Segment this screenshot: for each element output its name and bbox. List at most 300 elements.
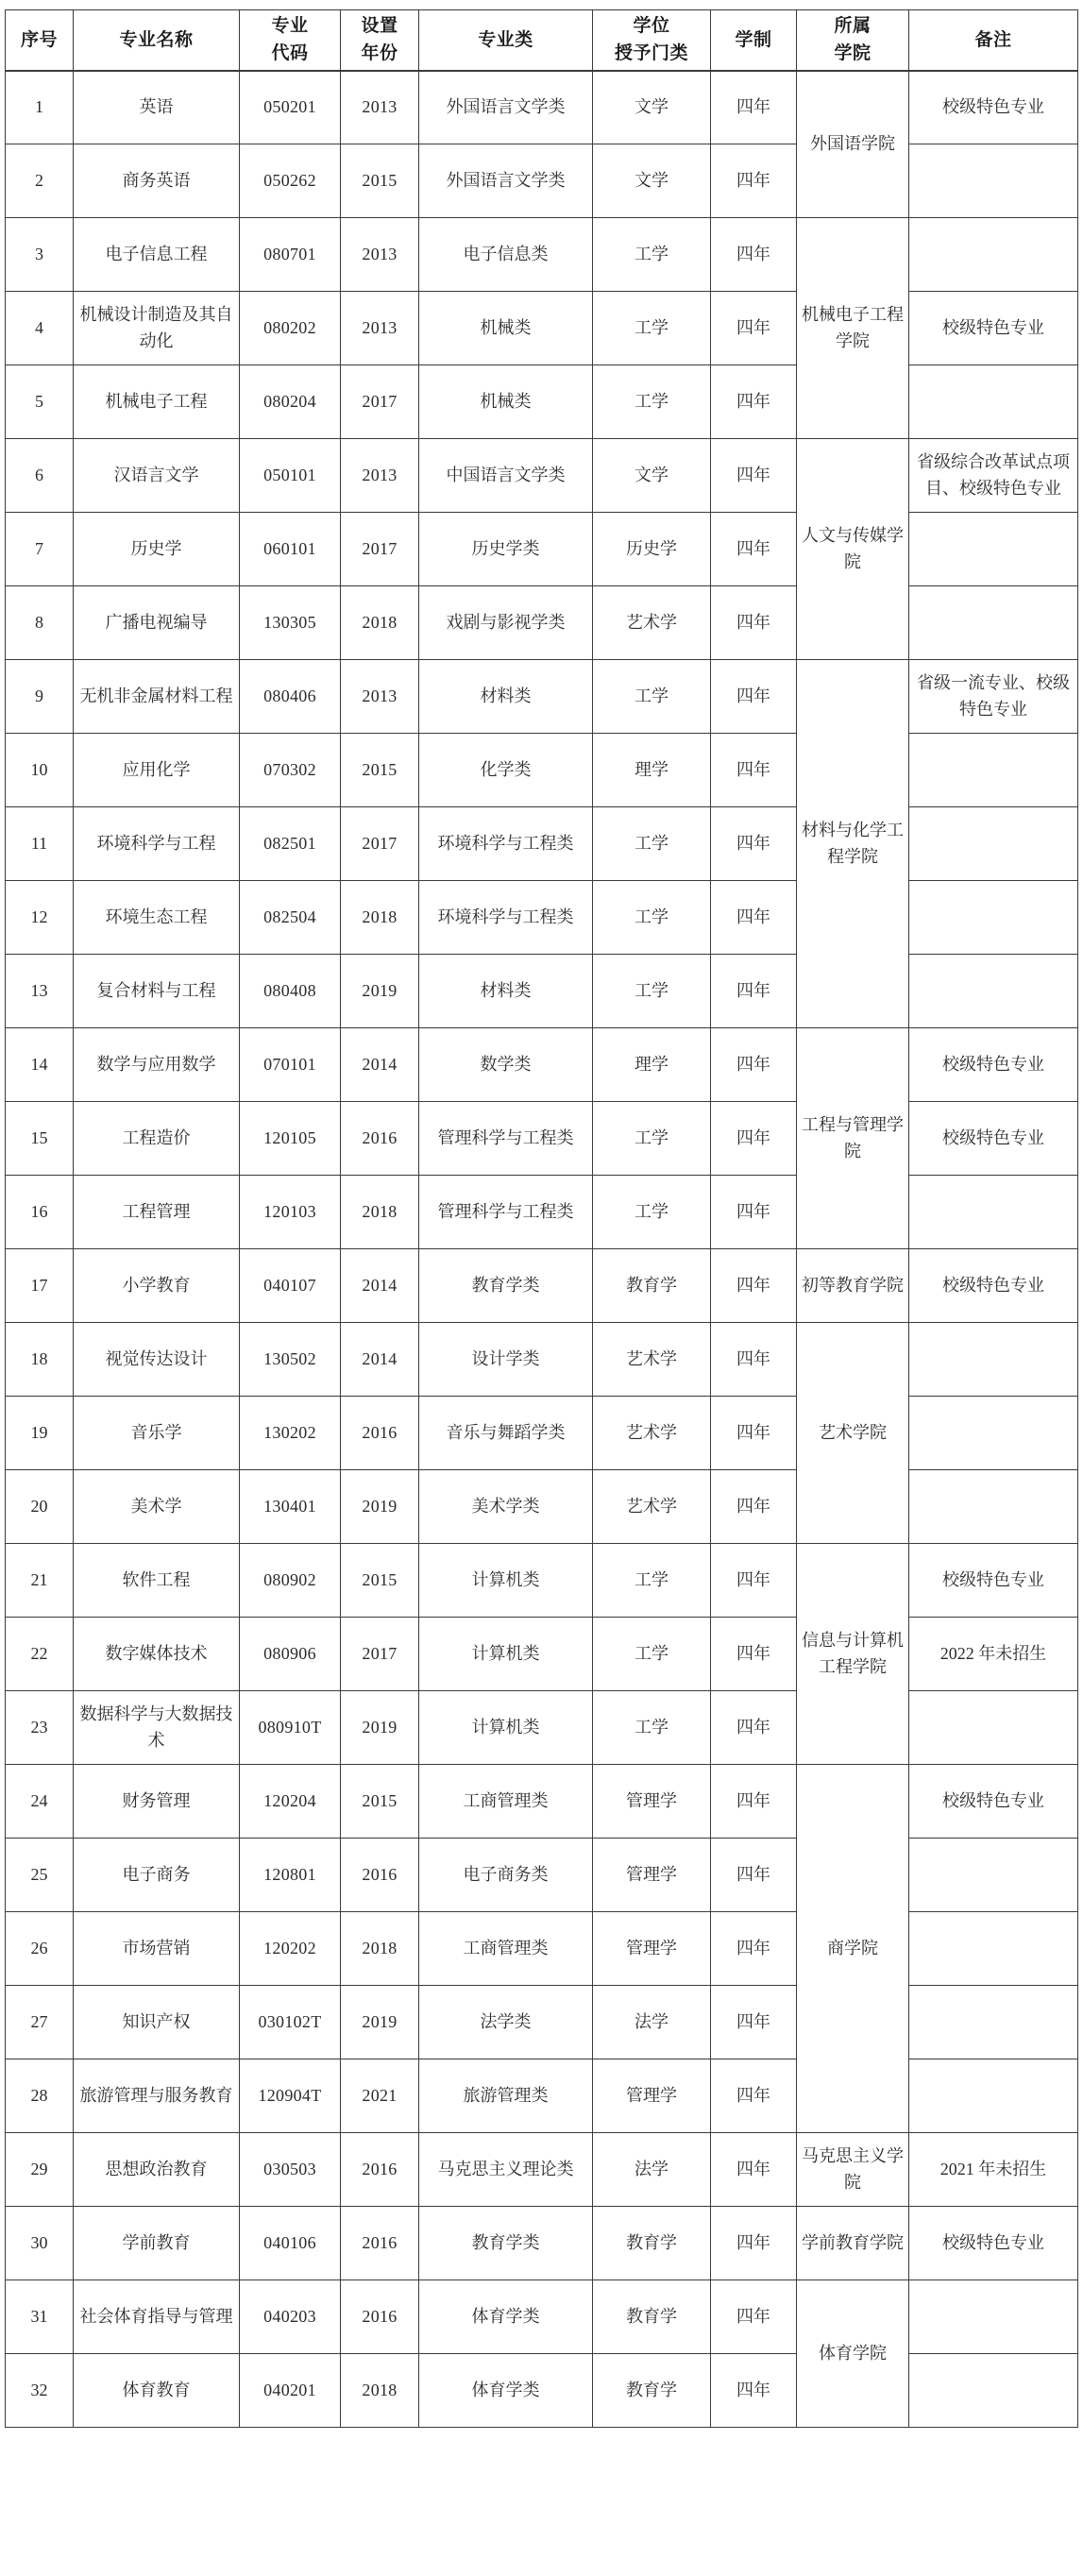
cell-major-category: 机械类 bbox=[419, 365, 593, 439]
cell-note bbox=[909, 1470, 1078, 1544]
table-row bbox=[6, 881, 1078, 955]
cell-major-code: 080910T bbox=[240, 1691, 341, 1765]
cell-seq: 13 bbox=[6, 955, 74, 1028]
cell-setup-year: 2019 bbox=[341, 1691, 419, 1765]
cell-seq: 8 bbox=[6, 586, 74, 660]
cell-degree-discipline: 理学 bbox=[593, 734, 711, 807]
cell-note bbox=[909, 1986, 1078, 2059]
cell-major-category: 环境科学与工程类 bbox=[419, 807, 593, 881]
cell-college: 机械电子工程学院 bbox=[797, 218, 909, 439]
column-header-line: 年份 bbox=[361, 43, 398, 64]
column-header-line: 专业 bbox=[271, 16, 309, 36]
cell-major-name: 思想政治教育 bbox=[74, 2133, 240, 2207]
cell-college: 学前教育学院 bbox=[797, 2207, 909, 2280]
cell-major-name: 无机非金属材料工程 bbox=[74, 660, 240, 734]
cell-major-code: 120202 bbox=[240, 1912, 341, 1986]
majors-table bbox=[5, 9, 1078, 2428]
cell-seq: 10 bbox=[6, 734, 74, 807]
cell-note: 省级一流专业、校级特色专业 bbox=[909, 660, 1078, 734]
table-row bbox=[6, 2354, 1078, 2428]
cell-major-code: 070101 bbox=[240, 1028, 341, 1102]
column-header-line: 所属 bbox=[834, 16, 871, 36]
table-row bbox=[6, 1986, 1078, 2059]
cell-study-length: 四年 bbox=[711, 1176, 797, 1249]
table-row bbox=[6, 660, 1078, 734]
cell-major-category: 材料类 bbox=[419, 660, 593, 734]
table-row bbox=[6, 2133, 1078, 2207]
cell-note: 校级特色专业 bbox=[909, 1028, 1078, 1102]
table-row bbox=[6, 2207, 1078, 2280]
cell-major-code: 070302 bbox=[240, 734, 341, 807]
cell-major-name: 小学教育 bbox=[74, 1249, 240, 1323]
cell-note bbox=[909, 734, 1078, 807]
cell-study-length: 四年 bbox=[711, 881, 797, 955]
table-row bbox=[6, 734, 1078, 807]
cell-major-category: 中国语言文学类 bbox=[419, 439, 593, 513]
cell-seq: 26 bbox=[6, 1912, 74, 1986]
column-header-code bbox=[240, 10, 341, 71]
table-body bbox=[6, 71, 1078, 2428]
cell-seq: 9 bbox=[6, 660, 74, 734]
cell-major-code: 040106 bbox=[240, 2207, 341, 2280]
cell-college: 人文与传媒学院 bbox=[797, 439, 909, 660]
cell-degree-discipline: 教育学 bbox=[593, 2280, 711, 2354]
cell-degree-discipline: 法学 bbox=[593, 1986, 711, 2059]
cell-degree-discipline: 艺术学 bbox=[593, 1397, 711, 1470]
cell-study-length: 四年 bbox=[711, 439, 797, 513]
cell-major-name: 数据科学与大数据技术 bbox=[74, 1691, 240, 1765]
table-row bbox=[6, 1028, 1078, 1102]
cell-setup-year: 2013 bbox=[341, 439, 419, 513]
cell-setup-year: 2016 bbox=[341, 1839, 419, 1912]
cell-college: 艺术学院 bbox=[797, 1323, 909, 1544]
column-header-line: 学制 bbox=[735, 29, 772, 50]
cell-study-length: 四年 bbox=[711, 1323, 797, 1397]
cell-study-length: 四年 bbox=[711, 1470, 797, 1544]
cell-setup-year: 2015 bbox=[341, 734, 419, 807]
cell-degree-discipline: 管理学 bbox=[593, 1912, 711, 1986]
cell-major-code: 080204 bbox=[240, 365, 341, 439]
column-header-line: 学院 bbox=[834, 43, 871, 64]
cell-seq: 18 bbox=[6, 1323, 74, 1397]
cell-degree-discipline: 文学 bbox=[593, 439, 711, 513]
table-row bbox=[6, 1912, 1078, 1986]
cell-degree-discipline: 文学 bbox=[593, 71, 711, 144]
table-row bbox=[6, 71, 1078, 144]
cell-degree-discipline: 教育学 bbox=[593, 1249, 711, 1323]
cell-note bbox=[909, 955, 1078, 1028]
cell-seq: 23 bbox=[6, 1691, 74, 1765]
cell-setup-year: 2015 bbox=[341, 1544, 419, 1618]
cell-study-length: 四年 bbox=[711, 218, 797, 292]
cell-degree-discipline: 工学 bbox=[593, 365, 711, 439]
table-row bbox=[6, 144, 1078, 218]
cell-study-length: 四年 bbox=[711, 1691, 797, 1765]
cell-note bbox=[909, 1397, 1078, 1470]
header-row bbox=[6, 10, 1078, 71]
cell-note bbox=[909, 218, 1078, 292]
cell-degree-discipline: 工学 bbox=[593, 1691, 711, 1765]
cell-college: 材料与化学工程学院 bbox=[797, 660, 909, 1028]
table-row bbox=[6, 1102, 1078, 1176]
cell-setup-year: 2018 bbox=[341, 586, 419, 660]
cell-setup-year: 2016 bbox=[341, 1102, 419, 1176]
cell-major-name: 财务管理 bbox=[74, 1765, 240, 1839]
table-row bbox=[6, 292, 1078, 365]
cell-setup-year: 2016 bbox=[341, 2280, 419, 2354]
column-header-line: 备注 bbox=[974, 29, 1012, 50]
column-header-line: 专业类 bbox=[478, 29, 533, 50]
cell-seq: 29 bbox=[6, 2133, 74, 2207]
column-header-seq bbox=[6, 10, 74, 71]
cell-major-code: 050201 bbox=[240, 71, 341, 144]
cell-seq: 16 bbox=[6, 1176, 74, 1249]
cell-note: 校级特色专业 bbox=[909, 1249, 1078, 1323]
cell-study-length: 四年 bbox=[711, 71, 797, 144]
cell-major-code: 060101 bbox=[240, 513, 341, 586]
cell-study-length: 四年 bbox=[711, 660, 797, 734]
cell-degree-discipline: 艺术学 bbox=[593, 586, 711, 660]
cell-degree-discipline: 工学 bbox=[593, 1544, 711, 1618]
column-header-college bbox=[797, 10, 909, 71]
cell-major-code: 130305 bbox=[240, 586, 341, 660]
cell-major-name: 工程管理 bbox=[74, 1176, 240, 1249]
cell-major-code: 040107 bbox=[240, 1249, 341, 1323]
table-row bbox=[6, 1544, 1078, 1618]
cell-seq: 27 bbox=[6, 1986, 74, 2059]
cell-degree-discipline: 教育学 bbox=[593, 2207, 711, 2280]
cell-seq: 28 bbox=[6, 2059, 74, 2133]
cell-college: 商学院 bbox=[797, 1765, 909, 2133]
cell-setup-year: 2016 bbox=[341, 1397, 419, 1470]
cell-study-length: 四年 bbox=[711, 144, 797, 218]
cell-note: 2021 年未招生 bbox=[909, 2133, 1078, 2207]
cell-study-length: 四年 bbox=[711, 955, 797, 1028]
cell-study-length: 四年 bbox=[711, 292, 797, 365]
cell-study-length: 四年 bbox=[711, 1397, 797, 1470]
cell-note: 校级特色专业 bbox=[909, 1544, 1078, 1618]
cell-setup-year: 2013 bbox=[341, 292, 419, 365]
cell-note bbox=[909, 1912, 1078, 1986]
column-header-line: 专业名称 bbox=[119, 29, 194, 50]
cell-major-name: 电子信息工程 bbox=[74, 218, 240, 292]
cell-major-code: 082504 bbox=[240, 881, 341, 955]
cell-major-category: 外国语言文学类 bbox=[419, 71, 593, 144]
cell-seq: 19 bbox=[6, 1397, 74, 1470]
cell-seq: 12 bbox=[6, 881, 74, 955]
cell-study-length: 四年 bbox=[711, 1839, 797, 1912]
table-row bbox=[6, 1176, 1078, 1249]
cell-study-length: 四年 bbox=[711, 2354, 797, 2428]
cell-setup-year: 2014 bbox=[341, 1028, 419, 1102]
cell-major-name: 机械设计制造及其自动化 bbox=[74, 292, 240, 365]
cell-note: 校级特色专业 bbox=[909, 2207, 1078, 2280]
cell-seq: 6 bbox=[6, 439, 74, 513]
column-header-degree bbox=[593, 10, 711, 71]
cell-major-code: 080906 bbox=[240, 1618, 341, 1691]
table-row bbox=[6, 586, 1078, 660]
cell-major-category: 环境科学与工程类 bbox=[419, 881, 593, 955]
cell-major-code: 030503 bbox=[240, 2133, 341, 2207]
cell-major-code: 120204 bbox=[240, 1765, 341, 1839]
cell-study-length: 四年 bbox=[711, 1912, 797, 1986]
cell-seq: 4 bbox=[6, 292, 74, 365]
column-header-line: 序号 bbox=[20, 29, 58, 50]
cell-major-name: 电子商务 bbox=[74, 1839, 240, 1912]
cell-major-code: 130502 bbox=[240, 1323, 341, 1397]
cell-degree-discipline: 工学 bbox=[593, 807, 711, 881]
cell-setup-year: 2015 bbox=[341, 1765, 419, 1839]
cell-note bbox=[909, 1691, 1078, 1765]
column-header-category bbox=[419, 10, 593, 71]
cell-major-category: 外国语言文学类 bbox=[419, 144, 593, 218]
cell-degree-discipline: 工学 bbox=[593, 1618, 711, 1691]
cell-major-code: 120103 bbox=[240, 1176, 341, 1249]
cell-degree-discipline: 文学 bbox=[593, 144, 711, 218]
cell-setup-year: 2019 bbox=[341, 1986, 419, 2059]
cell-major-category: 设计学类 bbox=[419, 1323, 593, 1397]
cell-note bbox=[909, 881, 1078, 955]
cell-setup-year: 2018 bbox=[341, 881, 419, 955]
cell-note bbox=[909, 2280, 1078, 2354]
cell-major-code: 080406 bbox=[240, 660, 341, 734]
cell-major-category: 法学类 bbox=[419, 1986, 593, 2059]
cell-major-category: 化学类 bbox=[419, 734, 593, 807]
cell-setup-year: 2014 bbox=[341, 1249, 419, 1323]
cell-major-code: 080701 bbox=[240, 218, 341, 292]
cell-major-category: 电子信息类 bbox=[419, 218, 593, 292]
cell-major-category: 工商管理类 bbox=[419, 1765, 593, 1839]
cell-note bbox=[909, 2059, 1078, 2133]
cell-major-code: 080202 bbox=[240, 292, 341, 365]
cell-major-name: 社会体育指导与管理 bbox=[74, 2280, 240, 2354]
cell-seq: 17 bbox=[6, 1249, 74, 1323]
cell-degree-discipline: 教育学 bbox=[593, 2354, 711, 2428]
cell-study-length: 四年 bbox=[711, 2207, 797, 2280]
cell-study-length: 四年 bbox=[711, 734, 797, 807]
cell-study-length: 四年 bbox=[711, 586, 797, 660]
cell-major-category: 计算机类 bbox=[419, 1618, 593, 1691]
cell-college: 工程与管理学院 bbox=[797, 1028, 909, 1249]
table-row bbox=[6, 513, 1078, 586]
cell-major-name: 历史学 bbox=[74, 513, 240, 586]
cell-setup-year: 2018 bbox=[341, 1176, 419, 1249]
cell-seq: 24 bbox=[6, 1765, 74, 1839]
cell-note bbox=[909, 1323, 1078, 1397]
table-row bbox=[6, 1397, 1078, 1470]
table-row bbox=[6, 2059, 1078, 2133]
cell-degree-discipline: 工学 bbox=[593, 660, 711, 734]
cell-seq: 7 bbox=[6, 513, 74, 586]
cell-seq: 30 bbox=[6, 2207, 74, 2280]
cell-degree-discipline: 艺术学 bbox=[593, 1323, 711, 1397]
cell-major-name: 机械电子工程 bbox=[74, 365, 240, 439]
cell-setup-year: 2017 bbox=[341, 365, 419, 439]
cell-major-code: 040201 bbox=[240, 2354, 341, 2428]
cell-college: 初等教育学院 bbox=[797, 1249, 909, 1323]
cell-major-name: 环境生态工程 bbox=[74, 881, 240, 955]
cell-study-length: 四年 bbox=[711, 1028, 797, 1102]
cell-major-category: 计算机类 bbox=[419, 1544, 593, 1618]
cell-degree-discipline: 工学 bbox=[593, 881, 711, 955]
cell-major-category: 管理科学与工程类 bbox=[419, 1176, 593, 1249]
cell-major-code: 120904T bbox=[240, 2059, 341, 2133]
cell-major-category: 美术学类 bbox=[419, 1470, 593, 1544]
cell-degree-discipline: 管理学 bbox=[593, 1765, 711, 1839]
table-row bbox=[6, 1470, 1078, 1544]
table-row bbox=[6, 1839, 1078, 1912]
column-header-line: 设置 bbox=[361, 16, 398, 36]
table-row bbox=[6, 807, 1078, 881]
cell-major-category: 马克思主义理论类 bbox=[419, 2133, 593, 2207]
cell-major-name: 英语 bbox=[74, 71, 240, 144]
cell-major-code: 040203 bbox=[240, 2280, 341, 2354]
cell-degree-discipline: 理学 bbox=[593, 1028, 711, 1102]
cell-degree-discipline: 艺术学 bbox=[593, 1470, 711, 1544]
cell-major-category: 教育学类 bbox=[419, 2207, 593, 2280]
cell-study-length: 四年 bbox=[711, 1102, 797, 1176]
cell-setup-year: 2018 bbox=[341, 1912, 419, 1986]
cell-setup-year: 2014 bbox=[341, 1323, 419, 1397]
cell-note: 校级特色专业 bbox=[909, 1765, 1078, 1839]
cell-major-name: 视觉传达设计 bbox=[74, 1323, 240, 1397]
cell-seq: 20 bbox=[6, 1470, 74, 1544]
cell-major-category: 历史学类 bbox=[419, 513, 593, 586]
cell-note bbox=[909, 1839, 1078, 1912]
cell-study-length: 四年 bbox=[711, 2059, 797, 2133]
cell-study-length: 四年 bbox=[711, 1544, 797, 1618]
table-row bbox=[6, 439, 1078, 513]
table-row bbox=[6, 1618, 1078, 1691]
cell-seq: 25 bbox=[6, 1839, 74, 1912]
cell-degree-discipline: 法学 bbox=[593, 2133, 711, 2207]
cell-study-length: 四年 bbox=[711, 1986, 797, 2059]
column-header-note bbox=[909, 10, 1078, 71]
cell-major-category: 教育学类 bbox=[419, 1249, 593, 1323]
cell-note bbox=[909, 365, 1078, 439]
cell-note: 校级特色专业 bbox=[909, 1102, 1078, 1176]
cell-major-code: 050101 bbox=[240, 439, 341, 513]
cell-degree-discipline: 工学 bbox=[593, 955, 711, 1028]
cell-major-category: 计算机类 bbox=[419, 1691, 593, 1765]
cell-note bbox=[909, 1176, 1078, 1249]
cell-major-category: 体育学类 bbox=[419, 2280, 593, 2354]
cell-college: 信息与计算机工程学院 bbox=[797, 1544, 909, 1765]
cell-degree-discipline: 管理学 bbox=[593, 2059, 711, 2133]
cell-note bbox=[909, 513, 1078, 586]
cell-note: 校级特色专业 bbox=[909, 71, 1078, 144]
column-header-name bbox=[74, 10, 240, 71]
cell-degree-discipline: 工学 bbox=[593, 1102, 711, 1176]
cell-major-category: 管理科学与工程类 bbox=[419, 1102, 593, 1176]
cell-seq: 3 bbox=[6, 218, 74, 292]
cell-major-name: 环境科学与工程 bbox=[74, 807, 240, 881]
cell-study-length: 四年 bbox=[711, 365, 797, 439]
cell-major-code: 080408 bbox=[240, 955, 341, 1028]
cell-major-name: 美术学 bbox=[74, 1470, 240, 1544]
cell-major-code: 082501 bbox=[240, 807, 341, 881]
column-header-line: 代码 bbox=[271, 43, 309, 64]
cell-major-name: 学前教育 bbox=[74, 2207, 240, 2280]
cell-note: 2022 年未招生 bbox=[909, 1618, 1078, 1691]
cell-major-category: 数学类 bbox=[419, 1028, 593, 1102]
table-row bbox=[6, 955, 1078, 1028]
cell-study-length: 四年 bbox=[711, 2280, 797, 2354]
cell-seq: 21 bbox=[6, 1544, 74, 1618]
column-header-line: 学位 bbox=[633, 16, 670, 36]
cell-note bbox=[909, 807, 1078, 881]
cell-setup-year: 2017 bbox=[341, 513, 419, 586]
cell-degree-discipline: 工学 bbox=[593, 218, 711, 292]
cell-setup-year: 2016 bbox=[341, 2133, 419, 2207]
table-row bbox=[6, 1323, 1078, 1397]
cell-note bbox=[909, 144, 1078, 218]
cell-seq: 15 bbox=[6, 1102, 74, 1176]
table-row bbox=[6, 2280, 1078, 2354]
table-row bbox=[6, 365, 1078, 439]
cell-study-length: 四年 bbox=[711, 513, 797, 586]
cell-college: 马克思主义学院 bbox=[797, 2133, 909, 2207]
cell-note: 省级综合改革试点项目、校级特色专业 bbox=[909, 439, 1078, 513]
cell-major-code: 080902 bbox=[240, 1544, 341, 1618]
cell-degree-discipline: 工学 bbox=[593, 1176, 711, 1249]
cell-seq: 1 bbox=[6, 71, 74, 144]
table-header bbox=[6, 10, 1078, 71]
column-header-line: 授予门类 bbox=[614, 43, 688, 64]
cell-major-code: 050262 bbox=[240, 144, 341, 218]
cell-degree-discipline: 历史学 bbox=[593, 513, 711, 586]
cell-note bbox=[909, 586, 1078, 660]
cell-major-category: 工商管理类 bbox=[419, 1912, 593, 1986]
cell-setup-year: 2013 bbox=[341, 218, 419, 292]
cell-major-category: 戏剧与影视学类 bbox=[419, 586, 593, 660]
cell-setup-year: 2013 bbox=[341, 660, 419, 734]
cell-setup-year: 2019 bbox=[341, 1470, 419, 1544]
cell-degree-discipline: 管理学 bbox=[593, 1839, 711, 1912]
table-row bbox=[6, 218, 1078, 292]
cell-seq: 2 bbox=[6, 144, 74, 218]
cell-setup-year: 2021 bbox=[341, 2059, 419, 2133]
cell-major-category: 电子商务类 bbox=[419, 1839, 593, 1912]
cell-seq: 14 bbox=[6, 1028, 74, 1102]
column-header-year bbox=[341, 10, 419, 71]
cell-seq: 32 bbox=[6, 2354, 74, 2428]
cell-major-code: 130401 bbox=[240, 1470, 341, 1544]
cell-study-length: 四年 bbox=[711, 2133, 797, 2207]
cell-study-length: 四年 bbox=[711, 1249, 797, 1323]
cell-setup-year: 2019 bbox=[341, 955, 419, 1028]
cell-major-category: 音乐与舞蹈学类 bbox=[419, 1397, 593, 1470]
cell-seq: 22 bbox=[6, 1618, 74, 1691]
cell-major-name: 复合材料与工程 bbox=[74, 955, 240, 1028]
cell-seq: 11 bbox=[6, 807, 74, 881]
cell-seq: 31 bbox=[6, 2280, 74, 2354]
cell-note: 校级特色专业 bbox=[909, 292, 1078, 365]
cell-major-category: 旅游管理类 bbox=[419, 2059, 593, 2133]
cell-setup-year: 2015 bbox=[341, 144, 419, 218]
cell-major-name: 商务英语 bbox=[74, 144, 240, 218]
cell-note bbox=[909, 2354, 1078, 2428]
cell-major-category: 体育学类 bbox=[419, 2354, 593, 2428]
cell-major-code: 030102T bbox=[240, 1986, 341, 2059]
cell-study-length: 四年 bbox=[711, 1765, 797, 1839]
cell-study-length: 四年 bbox=[711, 807, 797, 881]
cell-major-name: 软件工程 bbox=[74, 1544, 240, 1618]
cell-major-name: 数学与应用数学 bbox=[74, 1028, 240, 1102]
cell-major-name: 音乐学 bbox=[74, 1397, 240, 1470]
cell-setup-year: 2013 bbox=[341, 71, 419, 144]
cell-major-name: 应用化学 bbox=[74, 734, 240, 807]
